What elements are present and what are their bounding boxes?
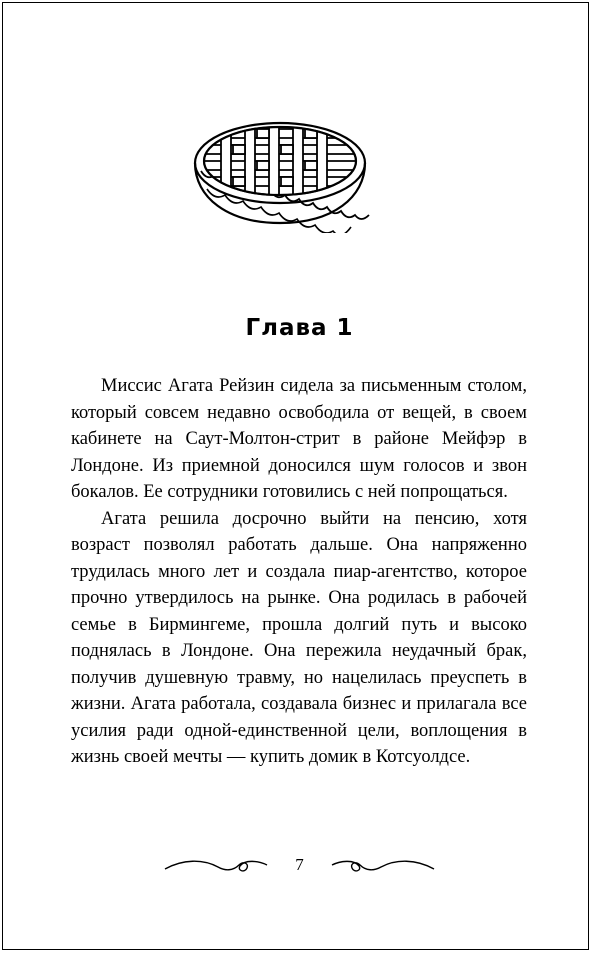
- book-page: [2, 2, 589, 950]
- chapter-title: Глава 1: [245, 315, 354, 341]
- chapter-body: [71, 373, 527, 771]
- paragraph: Агата решила досрочно выйти на пенсию, хотя возраст позволял работать дальше. Она напряженно трудилась много лет и создала пиар-агентство, которое прочно утвердилось на рынке. Она родилась в рабочей семье в Бирмингеме, прошла долгий путь и высоко поднялась в Лондоне. Она пережила неудачный брак, получив душевную травму, но нацелилась преуспеть в жизни. Агата работала, создавала бизнес и прилагала все усилия ради одной-единственной цели, воплощения в жизнь своей мечты — купить домик в Котсуолдсе.: [71, 508, 527, 767]
- lattice-pie-icon: [187, 115, 373, 233]
- page-number: 7: [295, 855, 304, 874]
- page-footer: [163, 851, 436, 881]
- paragraph: Миссис Агата Рейзин сидела за письменным столом, который совсем недавно освободила от вещей, в своем кабинете на Саут-Молтон-стрит в районе Мейфэр в Лондоне. Из приемной доносился шум голосов и звон бокалов. Ее сотрудники готовились с ней попрощаться.: [71, 376, 527, 502]
